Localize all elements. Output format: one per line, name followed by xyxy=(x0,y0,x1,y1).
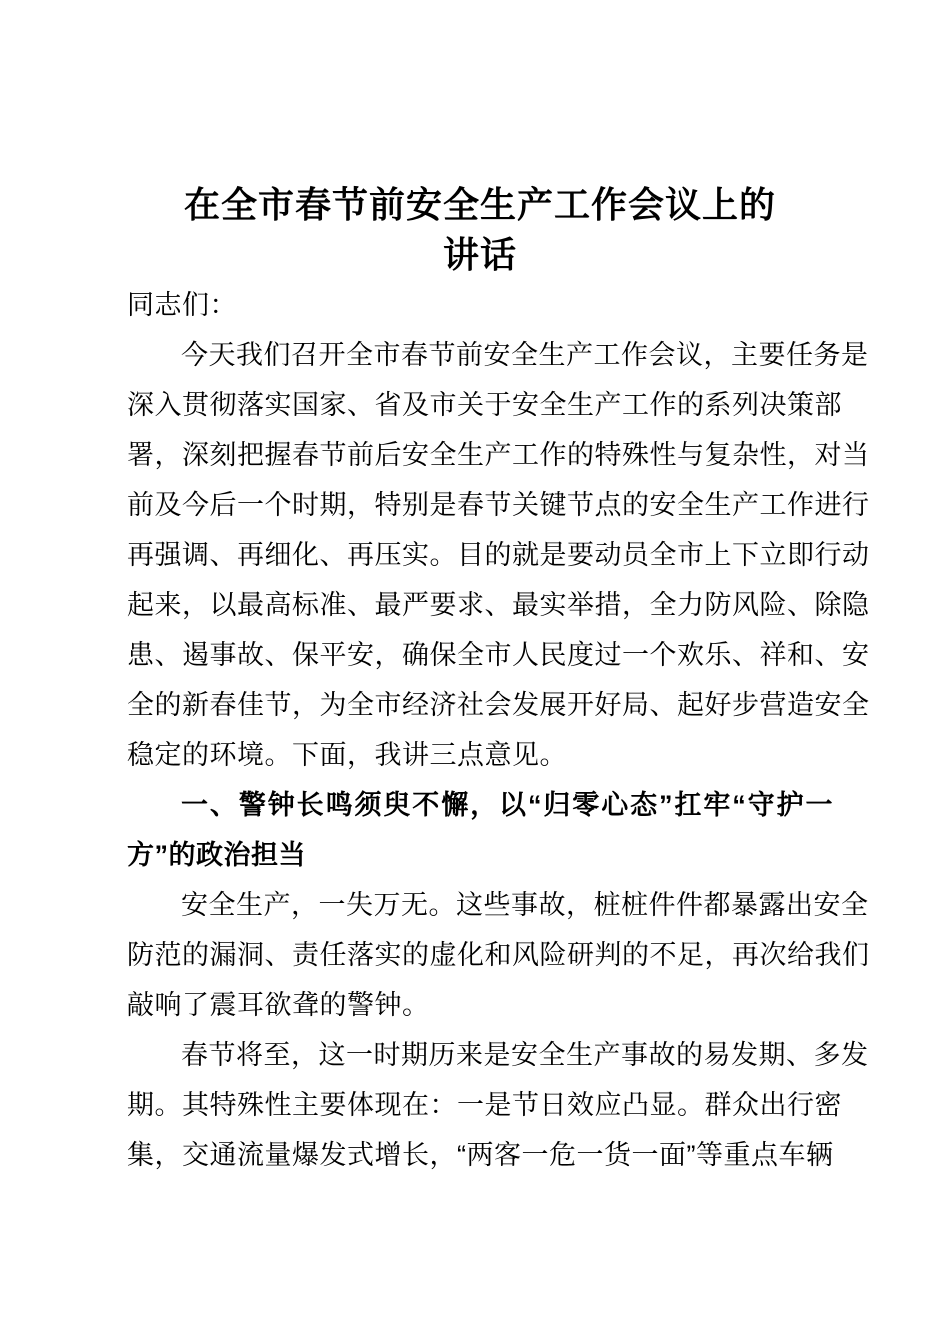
paragraph-3-line-3: 集，交通流量爆发式增长，“两客一危一货一面”等重点车辆 xyxy=(127,1140,834,1170)
section-heading-1-line-1: 一、警钟长鸣须臾不懈，以“归零心态”扛牢“守护一 xyxy=(181,790,833,820)
paragraph-2-line-3: 敲响了震耳欲聋的警钟。 xyxy=(127,990,430,1020)
document-title-line-1: 在全市春节前安全生产工作会议上的 xyxy=(183,184,776,225)
paragraph-1-line-4: 前及今后一个时期，特别是春节关键节点的安全生产工作进行 xyxy=(127,490,870,520)
paragraph-2-line-2: 防范的漏洞、责任落实的虚化和风险研判的不足，再次给我们 xyxy=(127,940,870,970)
document-title-line-2: 讲话 xyxy=(442,234,517,275)
paragraph-1-line-7: 患、遏事故、保平安，确保全市人民度过一个欢乐、祥和、安 xyxy=(127,640,870,670)
paragraph-1-line-3: 署，深刻把握春节前后安全生产工作的特殊性与复杂性，对当 xyxy=(127,440,870,470)
paragraph-1-line-5: 再强调、再细化、再压实。目的就是要动员全市上下立即行动 xyxy=(127,540,870,570)
paragraph-2-line-1: 安全生产，一失万无。这些事故，桩桩件件都暴露出安全 xyxy=(181,890,869,920)
paragraph-1-line-9: 稳定的环境。下面，我讲三点意见。 xyxy=(127,740,567,770)
document-content xyxy=(127,180,870,1180)
paragraph-1-line-2: 深入贯彻落实国家、省及市关于安全生产工作的系列决策部 xyxy=(127,390,842,420)
paragraph-3-line-2: 期。其特殊性主要体现在：一是节日效应凸显。群众出行密 xyxy=(127,1090,842,1120)
paragraph-1-line-1: 今天我们召开全市春节前安全生产工作会议，主要任务是 xyxy=(181,340,869,370)
paragraph-1-line-6: 起来，以最高标准、最严要求、最实举措，全力防风险、除隐 xyxy=(127,590,870,620)
paragraph-3-line-1: 春节将至，这一时期历来是安全生产事故的易发期、多发 xyxy=(181,1040,869,1070)
salutation: 同志们： xyxy=(127,290,237,320)
paragraph-1-line-8: 全的新春佳节，为全市经济社会发展开好局、起好步营造安全 xyxy=(127,690,870,720)
section-heading-1-line-2: 方”的政治担当 xyxy=(127,840,306,870)
